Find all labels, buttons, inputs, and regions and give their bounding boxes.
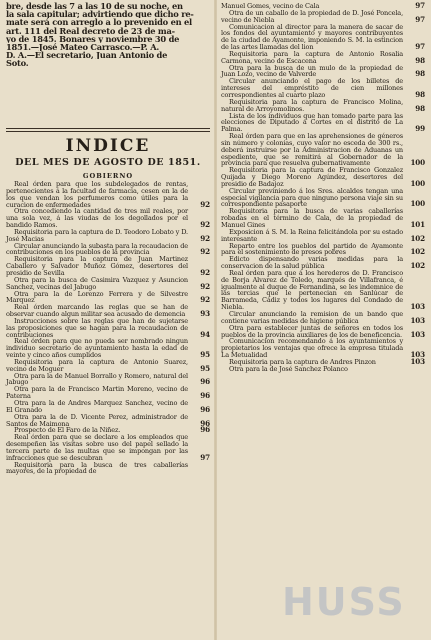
entry-page-number: 92 [200,220,210,230]
index-entry [6,318,212,339]
index-entry [6,400,212,414]
entry-text: Requisitoria para la captura de Francisco Molina, natural de Arroyomolinos. [221,97,403,113]
separator-rule [6,128,210,129]
index-entry [221,167,427,188]
index-entry [221,65,427,79]
entry-page-number: 92 [200,199,210,209]
index-entry [6,208,212,229]
index-column-right [221,3,427,373]
entry-text: Exposicion á S. M. la Reina felicitándola por su estado interesante [221,227,403,243]
entry-page-number: 97 [415,42,425,52]
section-heading: GOBIERNO [82,172,134,180]
entry-page-number: 100 [410,199,425,209]
entry-page-number: 99 [415,124,425,134]
entry-text: Otra para la de Lorenzo Ferrera y de Silvestre Marquez [6,289,188,305]
index-entry [6,304,212,318]
index-column-left [6,181,212,475]
entry-page-number: 102 [410,261,425,271]
entry-text: Otra para la de José Sanchez Polanco [229,364,348,373]
index-entry [221,208,427,229]
index-entry [221,325,427,339]
index-entry [6,359,212,373]
entry-text: Reparto entre los pueblos del partido de Ayamonte para el sostenimiento de presos pobres [221,241,403,257]
entry-text: Real órden para que á los herederos de D. Francisco de Borja Alvarez de Toledo, marqués de Villafranca, é igualmente al duque de Fernandina, se les indemnice de las tercias que le pertenecian en Sanlúcar de Barrameda, Cádiz y todos los lugares del Condado de Niebla. [221,268,403,312]
index-entry [221,229,427,243]
entry-page-number: 100 [410,178,425,188]
entry-page-number: 92 [200,281,210,291]
entry-text: Requisitoria para la captura de Antonio Rosalia Carmona, vecino de Escacena [221,49,403,65]
separator-rule [6,131,210,132]
entry-text: Instrucciones sobre las reglas que han de sujetarse las proposiciones que se hagan para la recaudacion de contribuciones [6,316,188,339]
index-entry [221,243,427,257]
notice-line: yo de 1845. Bonares y noviembre 30 de [6,34,180,44]
entry-text: Circular anunciando la subasta para la recaudacion de contribuciones en los pueblos de la provincia [6,241,188,257]
entry-text: Otra para establecer juntas de señores en todos los pueblos de la provincia auxiliares de los de beneficencia. [221,323,403,339]
entry-page-number: 98 [415,55,425,65]
entry-text: Requisitoria para la captura de Andres Pinzon [229,357,376,366]
entry-text: Requisitoria para la busca de tres caballerías mayores, de la propiedad de [6,460,188,476]
entry-page-number: 103 [410,329,425,339]
entry-text: Requisitoria para la captura de Juan Martinez Caballero y Salvador Muñoz Gómez, desertores del presidio de Sevilla [6,255,188,277]
entry-text: Real órden para que se declare a los empleados que desempeñen las visitas sobre uso del papel sellado la tercera parte de las multas que se impongan por las infracciones que se descubran [6,433,188,462]
entry-page-number: 103 [410,315,425,325]
entry-page-number: 92 [200,247,210,257]
index-entry [6,386,212,400]
entry-page-number: 96 [200,418,210,428]
entry-text: Requisitoria para la captura de Antonio Suarez, vecino de Moguer [6,357,188,373]
entry-text: Comunicacion recomendando á los ayuntamientos y propietarios los ventajas que ofrece la empresa titulada La Metualidad [221,337,403,360]
entry-page-number: 96 [200,391,210,401]
notice-line: 1851.—José Mateo Carrasco.—P. A. [6,43,160,52]
index-entry [6,181,212,208]
entry-page-number: 92 [200,267,210,277]
index-entry [6,414,212,428]
index-entry [221,78,427,99]
column-divider [214,0,217,640]
entry-text: Otra para la de D. Vicente Perez, administrador de Santos de Maimona [6,412,188,428]
entry-text: Circular anunciando el pago de los billetes de intereses del empréstito de cien millones correspondientes al cuarto plazo [221,77,403,99]
entry-page-number: 100 [410,158,425,168]
entry-page-number: 95 [200,350,210,360]
entry-text: Otra de un caballo de la propiedad de D. José Poncela, vecino de Niebla [221,8,403,24]
entry-text: Lista de los individuos que han tomado parte para las elecciones de Diputado á Cortes en el distrito de La Palma. [221,111,403,134]
entry-page-number: 97 [415,1,425,10]
notice-line: Soto. [6,59,29,68]
watermark-stamp: HUSS [282,580,406,624]
index-entry [221,10,427,24]
index-title: INDICE [65,136,151,156]
entry-text: Otra para la busca de Casimira Vazquez y Asuncion Sanchez, vecinas del Jabugo [6,275,188,291]
index-entry [221,113,427,134]
entry-text: Real órden para que los subdelegados de rentas, pertenecientes á la facultad de farmacia, cesen en la de los que vendan los perfumeros como útiles para la curacion de enfermedades [6,180,188,209]
entry-text: Requisitoria para la busca de varias caballerías robadas en el término de Cala, de la propiedad de Manuel Gines [221,207,403,229]
entry-page-number: 92 [200,233,210,243]
entry-page-number: 103 [410,350,425,360]
index-subtitle: DEL MES DE AGOSTO DE 1851. [15,157,201,168]
notice-line: bre, desde las 7 a las 10 de su noche, en [6,2,183,11]
entry-page-number: 97 [200,452,210,462]
entry-text: Otra para la busca de un mulo de la propiedad de Juan Lozo, vecino de Valverde [221,63,403,79]
entry-page-number: 92 [200,295,210,305]
entry-page-number: 102 [410,247,425,257]
entry-text: Edicto dispensando varias medidas para la conservacion de la salud pública [221,255,403,271]
entry-text: Otra para la de Andres Marquez Sanchez, vecino de El Granado [6,399,188,414]
index-entry [6,291,212,305]
closing-notice [6,2,210,68]
index-entry [221,99,427,113]
entry-page-number: 102 [410,233,425,243]
entry-text: Circular anunciando la remision de un bando que contiene varias medidas de higiene pública [221,309,403,325]
entry-text: Requisitoria para la captura de Francisco Gonzalez Quijada y Diego Moreno Agúndez, desertores del presidio de Badajoz [221,166,403,188]
entry-page-number: 96 [200,377,210,387]
entry-page-number: 98 [415,103,425,113]
entry-text: Real órden marcando las reglas que se han de observar cuando algun militar sea acusado de demencia [6,303,188,319]
entry-text: Otra para la de Francisco Martin Moreno, vecino de Paterna [6,385,188,401]
notice-line: art. 111 del Real decreto de 23 de ma- [6,26,175,35]
entry-page-number: 101 [410,220,425,229]
index-entry [6,338,212,359]
index-entry [221,51,427,65]
entry-page-number: 96 [200,425,210,435]
entry-page-number: 96 [200,404,210,414]
index-entry [6,462,212,476]
entry-text: Requisitoria para la captura de D. Teodoro Lobato y D. José Macias [6,227,188,243]
entry-text: Circular previniendo á los Sres. alcaldes tengan una especial vigilancia para que ninguno persona viaje sin su correspondiente pasaporte [221,186,403,209]
notice-line: mate será con arreglo a lo prevenido en el [6,18,192,27]
entry-page-number: 94 [200,329,210,339]
index-entry [221,188,427,209]
entry-page-number: 98 [415,69,425,79]
index-entry [221,366,427,373]
notice-line: la sala capitular; advirtiendo que dicho re- [6,10,194,19]
index-entry [6,256,212,277]
entry-text: Real órden para que no pueda ser nombrado ningun individuo secretario de ayuntamiento hasta la edad de veinte y cinco años cumplidos [6,337,188,360]
entry-page-number: 93 [200,309,210,319]
entry-text: Prospecto de El Faro de la Niñez. [14,426,121,435]
entry-text: Real órden para que en las aprehensiones de géneros sin número y colonias, cuyo valor no esceda de 300 rs., deberá instruirse por la Administracion de Aduanas un espediente, que se remitirá al Gobernador de la provincia para que resuelva gubernativamente [221,132,403,168]
entry-page-number: 98 [415,89,425,99]
entry-page-number: 103 [410,302,425,312]
entry-page-number: 95 [200,363,210,373]
index-entry [6,373,212,387]
entry-page-number: 103 [410,356,425,366]
index-entry [6,229,212,243]
index-entry [221,270,427,311]
entry-text: Otra para la de Manuel Borrallo y Romero, natural del Jabugo [6,371,188,387]
entry-text: Comunicacion al director para la manera de sacar de los fondos del ayuntamiento y mayores contribuyentes de la ciudad de Ayamonte, imponiendo S. M. la estincion de las artes llamadas del lion [221,22,403,52]
index-entry [221,338,427,359]
entry-text: Manuel Gomes, vecino de Cala [221,2,320,10]
notice-line: D. A.—El secretario, Juan Antonio de [6,51,168,60]
index-entry [6,434,212,461]
index-entry [221,133,427,167]
entry-text: Otra concediendo la cantidad de tres mil reales, por una sola vez, á las viudas de los degollados por el bandido Ramos. [6,207,188,230]
index-entry [221,24,427,51]
index-entry [6,243,212,257]
entry-page-number: 97 [415,14,425,24]
index-entry [6,277,212,291]
index-entry [221,311,427,325]
index-entry [221,256,427,270]
